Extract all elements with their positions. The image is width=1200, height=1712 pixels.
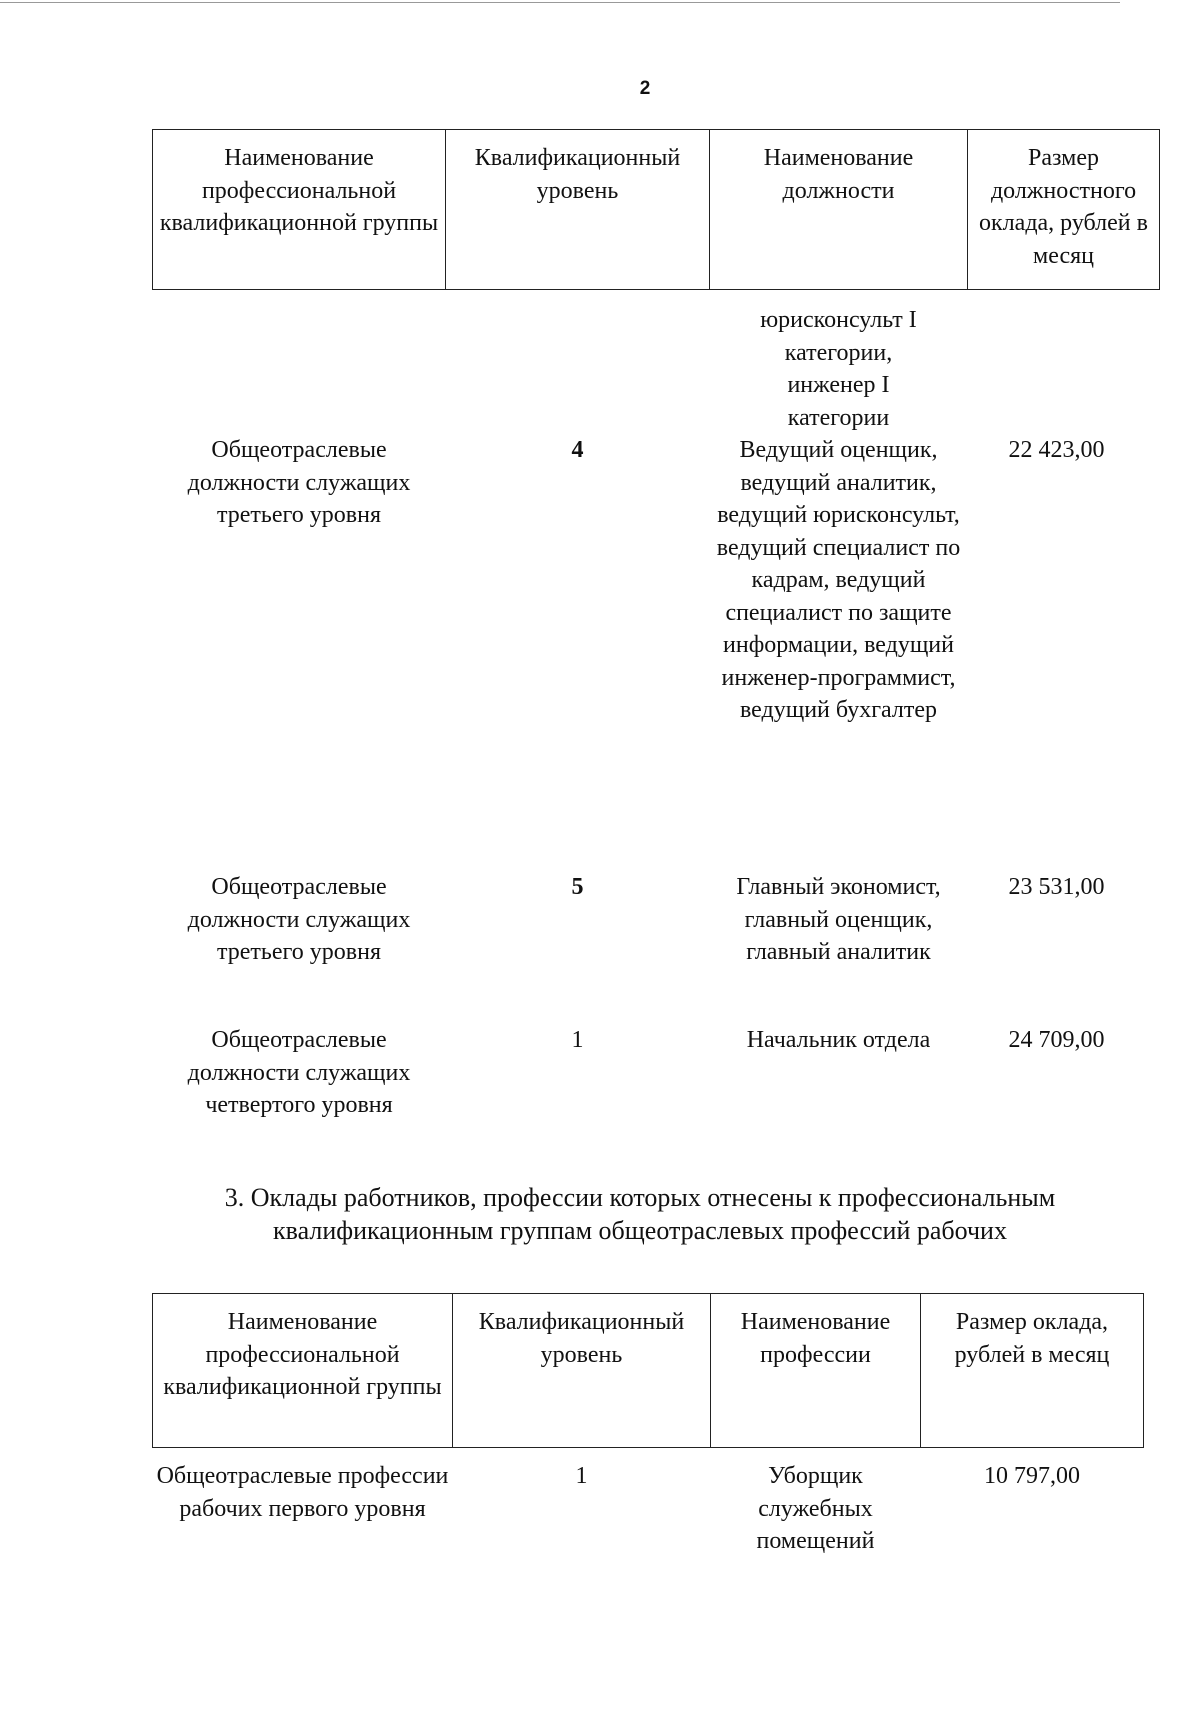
position-cell: Ведущий оценщик, ведущий аналитик, ведущий юрисконсульт, ведущий специалист по кадрам, ведущий специалист по защите информации, ведущий инженер-программист, ведущий бухгалтер [716, 437, 961, 723]
level-cell: 1 [575, 1463, 588, 1489]
group-cell: Общеотраслевые должности служащих четвертого уровня [187, 1027, 411, 1118]
header-profession: Наименование профессии [711, 1294, 921, 1448]
header-level: Квалификационный уровень [446, 130, 710, 290]
salary-cell: 24 709,00 [1008, 1027, 1105, 1053]
table-row [153, 871, 1160, 1024]
header-position: Наименование должности [710, 130, 968, 290]
position-continuation: юрисконсульт I категории, инженер I категории [760, 307, 917, 431]
table-row [153, 1024, 1160, 1122]
header-group: Наименование профессиональной квалификационной группы [153, 1294, 453, 1448]
table-header-row [153, 1294, 1144, 1448]
group-cell: Общеотраслевые должности служащих третьего уровня [187, 874, 411, 965]
level-cell: 4 [571, 437, 584, 463]
table-row [153, 434, 1160, 871]
header-salary: Размер должностного оклада, рублей в месяц [968, 130, 1160, 290]
section-3-title: 3. Оклады работников, профессии которых отнесены к профессиональным квалификационным группам общеотраслевых профессий рабочих [224, 1183, 1056, 1245]
level-cell: 5 [571, 874, 584, 900]
header-salary: Размер оклада, рублей в месяц [921, 1294, 1144, 1448]
profession-cell: Уборщик служебных помещений [756, 1463, 875, 1554]
position-cell: Начальник отдела [746, 1027, 931, 1053]
level-cell: 1 [571, 1027, 584, 1053]
page-number: 2 [639, 78, 651, 99]
table-row [153, 1448, 1144, 1558]
table-row [153, 290, 1160, 435]
position-cell: Главный экономист, главный оценщик, главный аналитик [736, 874, 941, 965]
scan-edge-line [0, 2, 1120, 3]
header-group: Наименование профессиональной квалификационной группы [153, 130, 446, 290]
group-cell: Общеотраслевые профессии рабочих первого уровня [156, 1463, 449, 1522]
salary-cell: 22 423,00 [1008, 437, 1105, 463]
officials-salary-table [152, 129, 1160, 1122]
table-header-row [153, 130, 1160, 290]
header-level: Квалификационный уровень [453, 1294, 711, 1448]
salary-cell: 10 797,00 [984, 1463, 1080, 1489]
group-cell: Общеотраслевые должности служащих третьего уровня [187, 437, 411, 528]
workers-salary-table [152, 1293, 1144, 1558]
salary-cell: 23 531,00 [1008, 874, 1105, 900]
